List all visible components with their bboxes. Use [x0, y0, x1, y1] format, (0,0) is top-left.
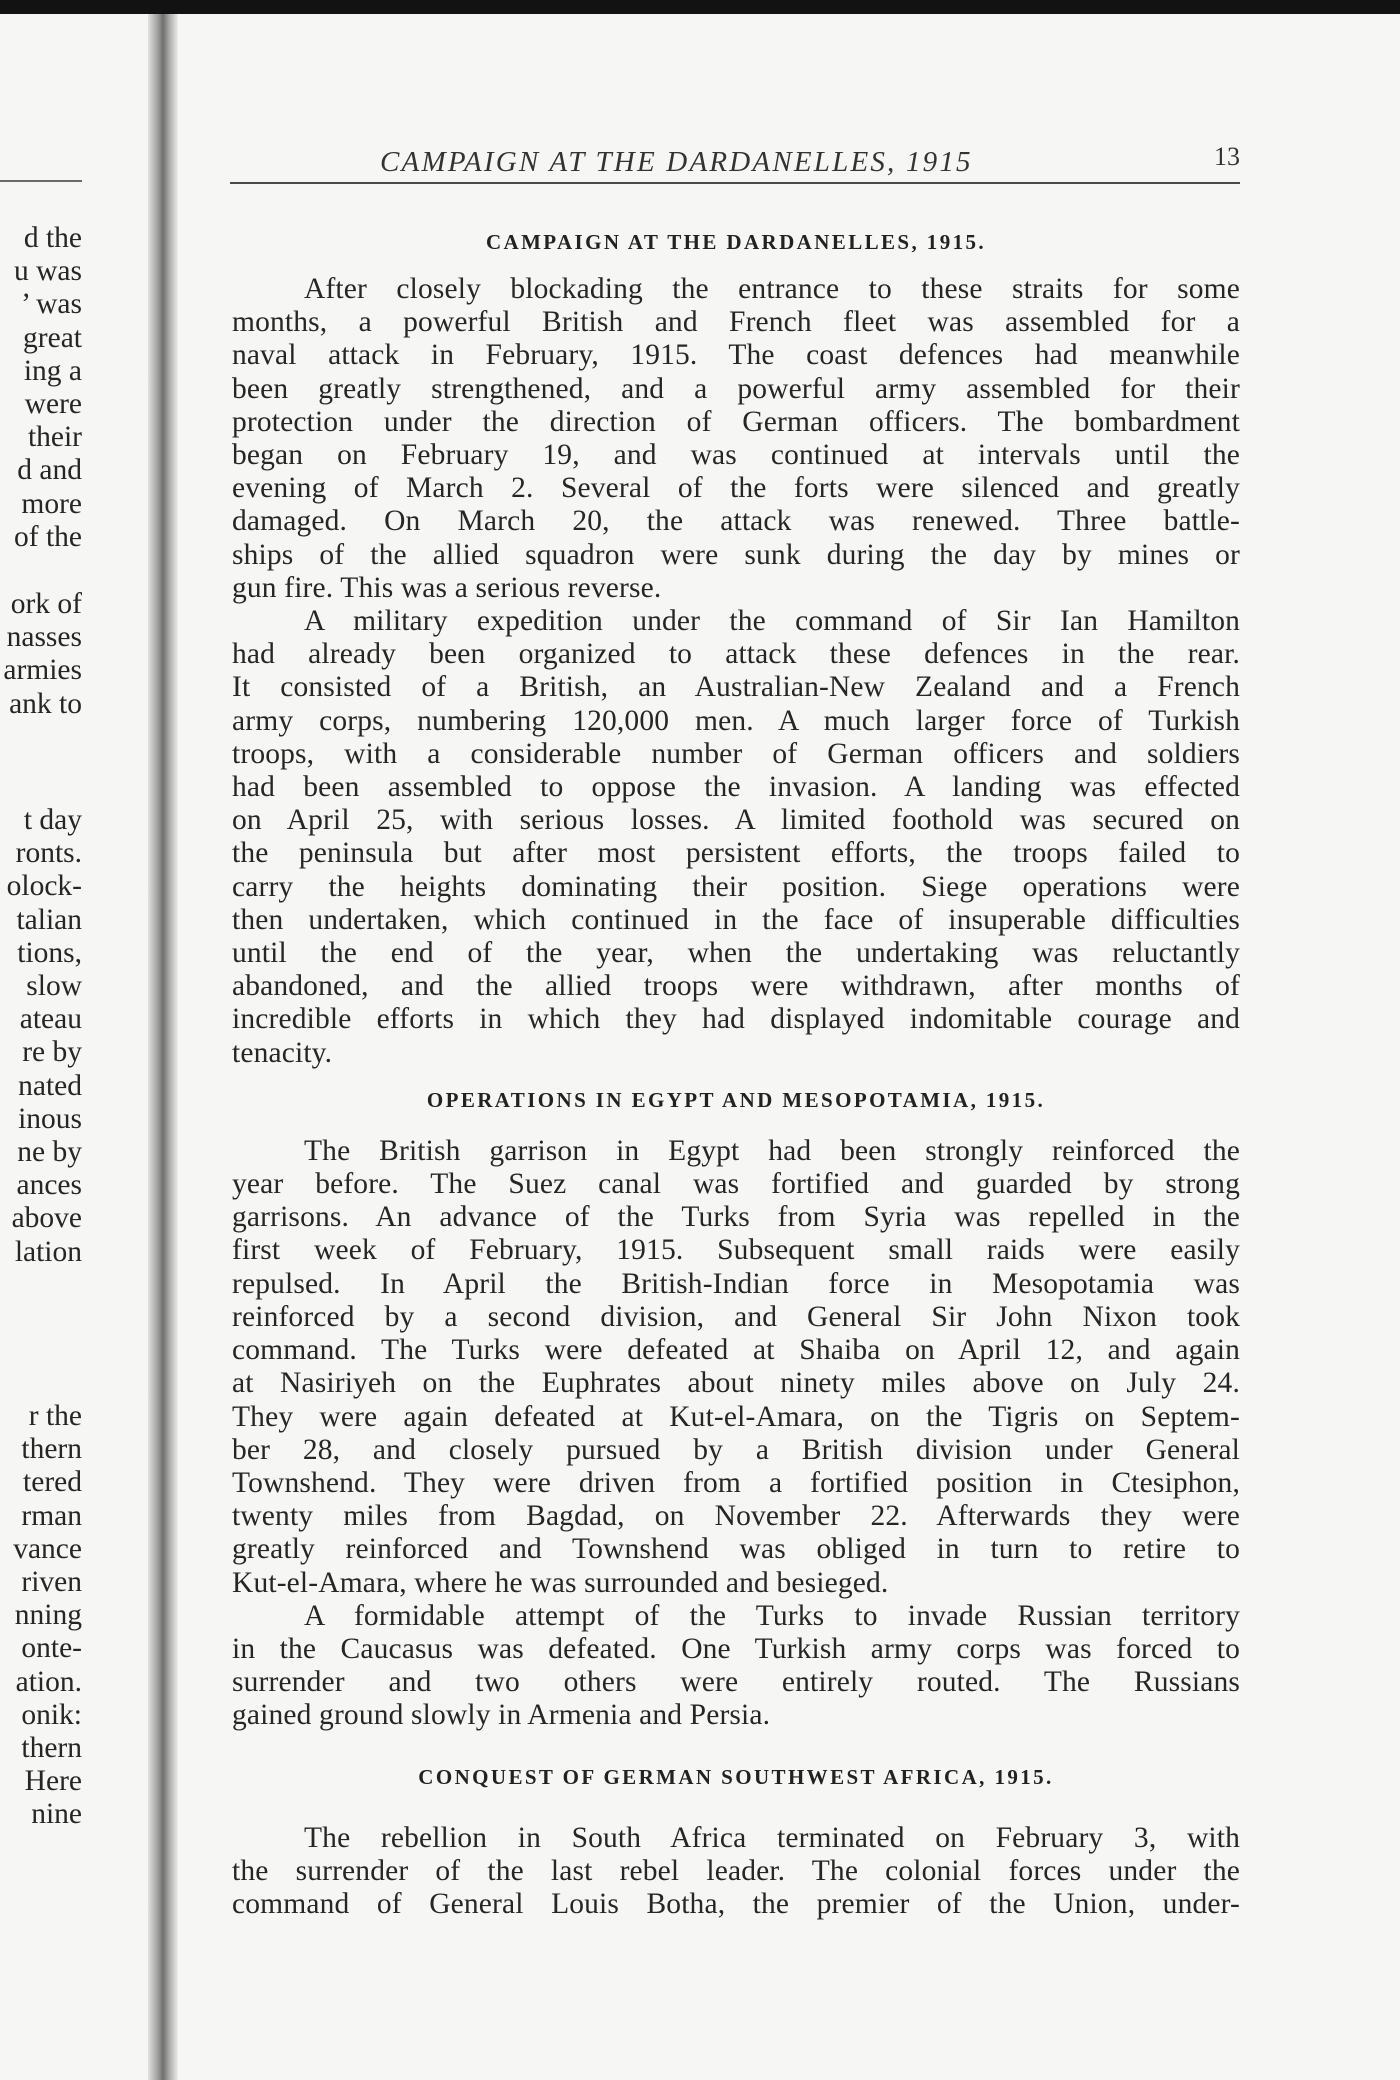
text-line: They were again defeated at Kut-el-Amara, on the Tigris on Septem- [232, 1400, 1240, 1433]
section-heading-southwest-africa: CONQUEST OF GERMAN SOUTHWEST AFRICA, 1915. [418, 1764, 1054, 1789]
main-text-column [232, 226, 1240, 1921]
text-line: ships of the allied squadron were sunk during the day by mines or [232, 538, 1240, 571]
fragment-line: tions, [17, 936, 82, 969]
text-line: been greatly strengthened, and a powerful army assembled for their [232, 372, 1240, 405]
fragment-line: vance [13, 1532, 82, 1565]
section-heading-dardanelles: CAMPAIGN AT THE DARDANELLES, 1915. [485, 230, 987, 254]
fragment-line: onik: [21, 1698, 82, 1731]
fragment-line: u was [13, 255, 82, 288]
fragment-line: tered [23, 1466, 82, 1499]
fragment-line: ne by [17, 1136, 82, 1169]
text-line: on April 25, with serious losses. A limited foothold was secured on [232, 804, 1240, 837]
fragment-line: ronts. [15, 837, 82, 870]
text-line: first week of February, 1915. Subsequent small raids were easily [232, 1234, 1240, 1267]
fragment-line: ation. [15, 1665, 82, 1698]
fragment-line: inous [18, 1102, 82, 1135]
text-line: command of General Louis Botha, the premier of the Union, under- [232, 1887, 1240, 1920]
fragment-line: great [23, 321, 82, 354]
page-number: 13 [1214, 142, 1240, 171]
paragraph-egypt-2 [232, 1600, 1240, 1733]
text-line: surrender and two others were entirely routed. The Russians [232, 1666, 1240, 1699]
text-line: until the end of the year, when the undertaking was reluctantly [232, 937, 1240, 970]
fragment-line: riven [21, 1566, 82, 1599]
text-line: evening of March 2. Several of the forts were silenced and greatly [232, 472, 1240, 505]
fragment-line: more [21, 487, 82, 520]
text-line: protection under the direction of German officers. The bombardment [232, 405, 1240, 438]
text-line: began on February 19, and was continued at intervals until the [232, 439, 1240, 472]
fragment-line: olock- [6, 870, 82, 903]
text-line: The rebellion in South Africa terminated on February 3, with [304, 1821, 1240, 1854]
text-line: incredible efforts in which they had displayed indomitable courage and [232, 1003, 1240, 1036]
fragment-line: their [27, 421, 82, 454]
paragraph-egypt-1 [232, 1135, 1240, 1600]
text-line: ber 28, and closely pursued by a British division under General [232, 1433, 1240, 1466]
paragraph-dardanelles-2 [232, 605, 1240, 1070]
fragment-line: d and [17, 454, 82, 487]
facing-page-fragment-block-2 [3, 588, 152, 721]
fragment-line: slow [26, 970, 82, 1003]
fragment-line: talian [16, 903, 82, 936]
text-line: gun fire. This was a serious reverse. [232, 571, 662, 604]
facing-page-fragment-block-4 [13, 1400, 152, 1832]
text-line: abandoned, and the allied troops were withdrawn, after months of [232, 970, 1240, 1003]
running-head-title: CAMPAIGN AT THE DARDANELLES, 1915 [380, 146, 973, 178]
facing-page-edge [0, 14, 152, 2080]
fragment-line: thern [21, 1433, 82, 1466]
text-line: had been assembled to oppose the invasion. A landing was effected [232, 771, 1240, 804]
fragment-line: re by [22, 1036, 82, 1069]
fragment-line: above [11, 1202, 82, 1235]
text-line: A military expedition under the command of Sir Ian Hamilton [304, 605, 1240, 638]
text-line: gained ground slowly in Armenia and Persia. [232, 1699, 771, 1732]
paragraph-dardanelles-1 [232, 273, 1240, 605]
text-line: twenty miles from Bagdad, on November 22. Afterwards they were [232, 1500, 1240, 1533]
fragment-line: thern [21, 1732, 82, 1765]
text-line: Kut-el-Amara, where he was surrounded and besieged. [232, 1566, 889, 1599]
fragment-line: were [24, 388, 82, 421]
text-line: year before. The Suez canal was fortified and guarded by strong [232, 1168, 1240, 1201]
text-line: at Nasiriyeh on the Euphrates about ninety miles above on July 24. [232, 1367, 1240, 1400]
fragment-line: r the [28, 1400, 82, 1432]
fragment-line: of the [14, 520, 82, 553]
text-line: After closely blockading the entrance to these straits for some [304, 273, 1240, 305]
fragment-line: ing a [23, 354, 82, 387]
text-line: had already been organized to attack these defences in the rear. [232, 638, 1240, 671]
fragment-line: armies [3, 654, 82, 687]
facing-page-fragment-block-3 [7, 804, 152, 1269]
text-line: greatly reinforced and Townshend was obliged in turn to retire to [232, 1533, 1240, 1566]
fragment-line: ances [16, 1169, 82, 1202]
text-line: naval attack in February, 1915. The coast defences had meanwhile [232, 339, 1240, 372]
fragment-line: lation [14, 1235, 82, 1268]
text-line: months, a powerful British and French fleet was assembled for a [232, 306, 1240, 339]
fragment-line: nated [18, 1069, 82, 1102]
section-heading-egypt-mesopotamia: OPERATIONS IN EGYPT AND MESOPOTAMIA, 1915. [426, 1087, 1046, 1112]
text-line: army corps, numbering 120,000 men. A much larger force of Turkish [232, 704, 1240, 737]
text-line: command. The Turks were defeated at Shaiba on April 12, and again [232, 1334, 1240, 1367]
fragment-line: rman [21, 1499, 82, 1532]
fragment-line: t day [23, 804, 82, 836]
text-line: tenacity. [232, 1036, 333, 1069]
scanner-top-edge [0, 0, 1400, 14]
facing-page-rule [0, 180, 82, 182]
fragment-line: onte- [21, 1632, 82, 1665]
fragment-line: nning [14, 1599, 82, 1632]
text-line: troops, with a considerable number of German officers and soldiers [232, 737, 1240, 770]
text-line: the surrender of the last rebel leader. The colonial forces under the [232, 1854, 1240, 1887]
text-line: then undertaken, which continued in the face of insuperable difficulties [232, 903, 1240, 936]
text-line: carry the heights dominating their position. Siege operations were [232, 870, 1240, 903]
fragment-line: nasses [6, 621, 82, 654]
fragment-line: ateau [19, 1003, 82, 1036]
text-line: Townshend. They were driven from a fortified position in Ctesiphon, [232, 1466, 1240, 1499]
facing-page-fragment-block-1 [14, 222, 152, 554]
running-head [230, 138, 1240, 184]
text-line: the peninsula but after most persistent efforts, the troops failed to [232, 837, 1240, 870]
text-line: garrisons. An advance of the Turks from Syria was repelled in the [232, 1201, 1240, 1234]
text-line: The British garrison in Egypt had been strongly reinforced the [304, 1134, 1240, 1167]
fragment-line: ank to [9, 687, 82, 720]
fragment-line: ork of [10, 588, 82, 620]
fragment-line: d the [23, 222, 82, 254]
paragraph-southwest-africa-1 [232, 1822, 1240, 1922]
text-line: A formidable attempt of the Turks to invade Russian territory [304, 1599, 1240, 1632]
fragment-line: nine [31, 1798, 82, 1831]
text-line: damaged. On March 20, the attack was renewed. Three battle- [232, 505, 1240, 538]
fragment-line: ’ was [21, 288, 82, 321]
text-line: in the Caucasus was defeated. One Turkish army corps was forced to [232, 1632, 1240, 1665]
book-gutter [148, 14, 178, 2080]
fragment-line: Here [24, 1765, 82, 1798]
text-line: It consisted of a British, an Australian-New Zealand and a French [232, 671, 1240, 704]
text-line: reinforced by a second division, and General Sir John Nixon took [232, 1300, 1240, 1333]
text-line: repulsed. In April the British-Indian force in Mesopotamia was [232, 1267, 1240, 1300]
